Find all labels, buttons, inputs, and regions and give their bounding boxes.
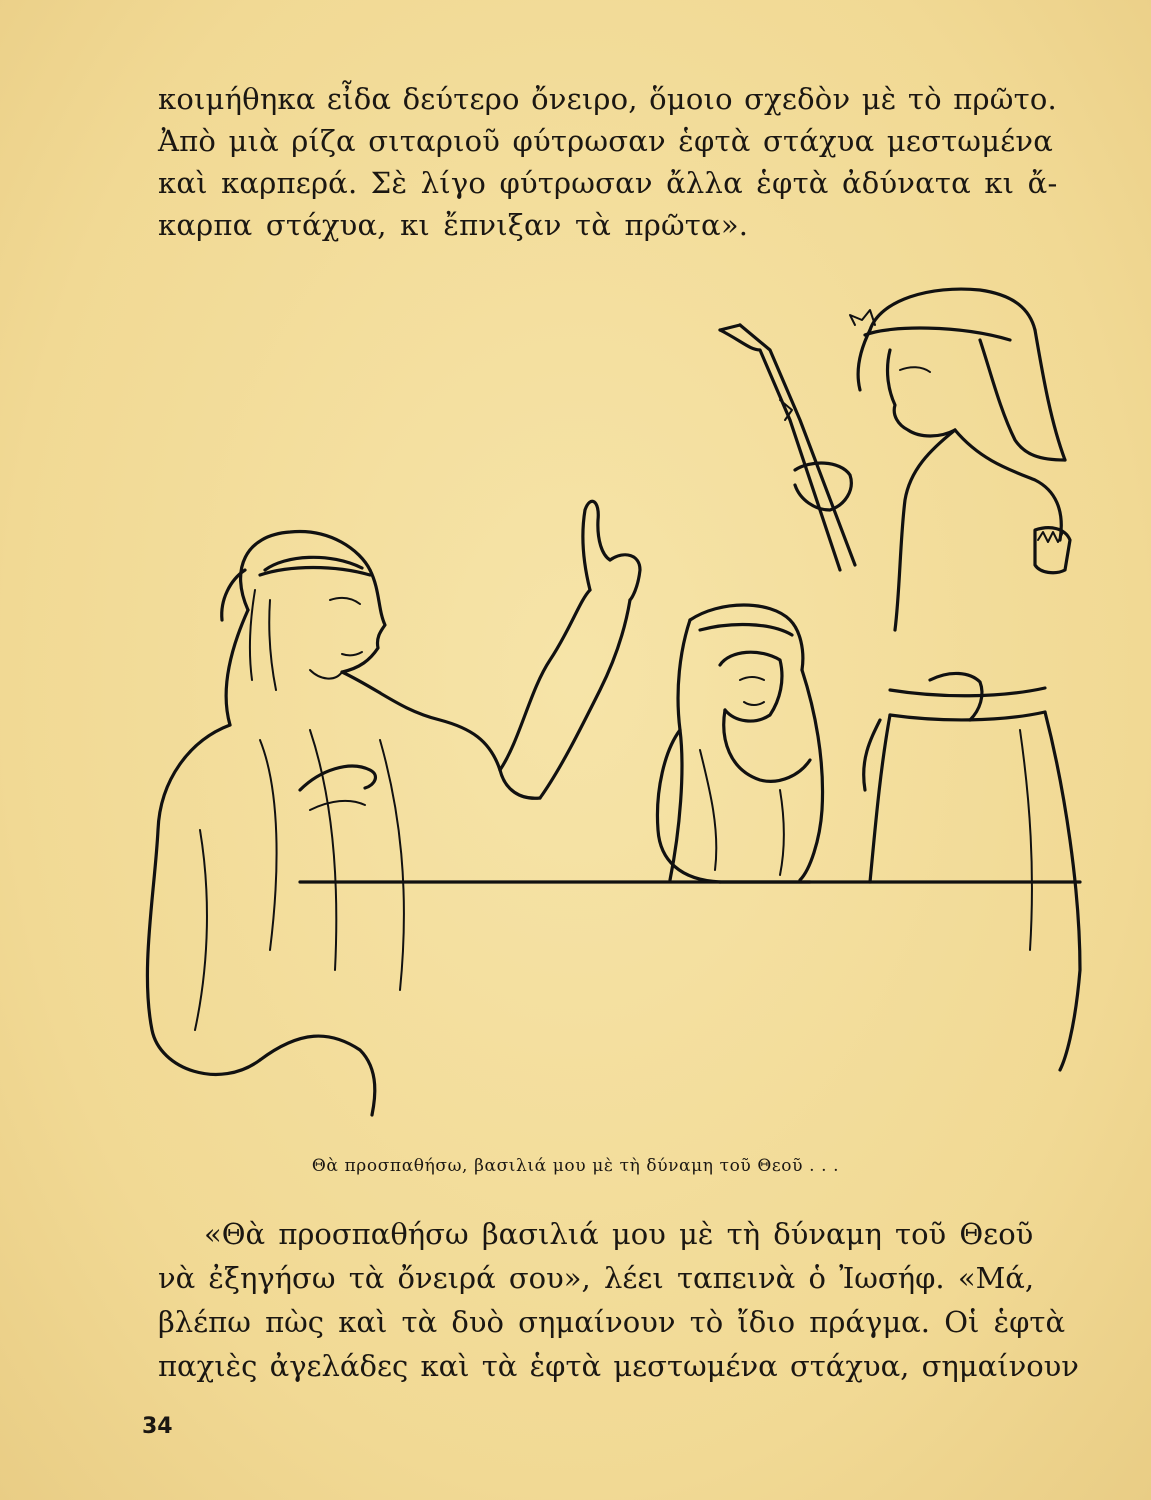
paragraph-bottom xyxy=(158,1212,1079,1388)
text-line: καρπα στάχυα, κι ἔπνιξαν τὰ πρῶτα». xyxy=(158,208,749,242)
text-line: νὰ ἐξηγήσω τὰ ὄνειρά σου», λέει ταπεινὰ ὁ Ἰωσήφ. «Μά, xyxy=(158,1261,1035,1295)
text-line: «Θὰ προσπαθήσω βασιλιά μου μὲ τὴ δύναμη τοῦ Θεοῦ xyxy=(204,1217,1034,1251)
text-line: Ἀπὸ μιὰ ρίζα σιταριοῦ φύτρωσαν ἑφτὰ στάχυα μεστωμένα xyxy=(158,124,1054,158)
paragraph-top xyxy=(158,78,1058,246)
text-line: κοιμήθηκα εἶδα δεύτερο ὄνειρο, ὅμοιο σχεδὸν μὲ τὸ πρῶτο. xyxy=(158,82,1057,116)
illustration-joseph-pharaoh-icon xyxy=(80,270,1100,1130)
text-line: παχιὲς ἀγελάδες καὶ τὰ ἑφτὰ μεστωμένα στάχυα, σημαίνουν xyxy=(158,1349,1079,1383)
joseph-figure xyxy=(147,501,640,1115)
page-number: 34 xyxy=(142,1414,173,1439)
pharaoh-figure xyxy=(720,289,1080,1070)
text-line: καὶ καρπερά. Σὲ λίγο φύτρωσαν ἄλλα ἑφτὰ ἀδύνατα κι ἄ- xyxy=(158,166,1058,200)
illustration-caption: Θὰ προσπαθήσω, βασιλιά μου μὲ τὴ δύναμη τοῦ Θεοῦ . . . xyxy=(311,1156,840,1176)
text-line: βλέπω πὼς καὶ τὰ δυὸ σημαίνουν τὸ ἴδιο πράγμα. Οἱ ἑφτὰ xyxy=(158,1305,1066,1339)
seated-man-figure xyxy=(657,605,822,882)
